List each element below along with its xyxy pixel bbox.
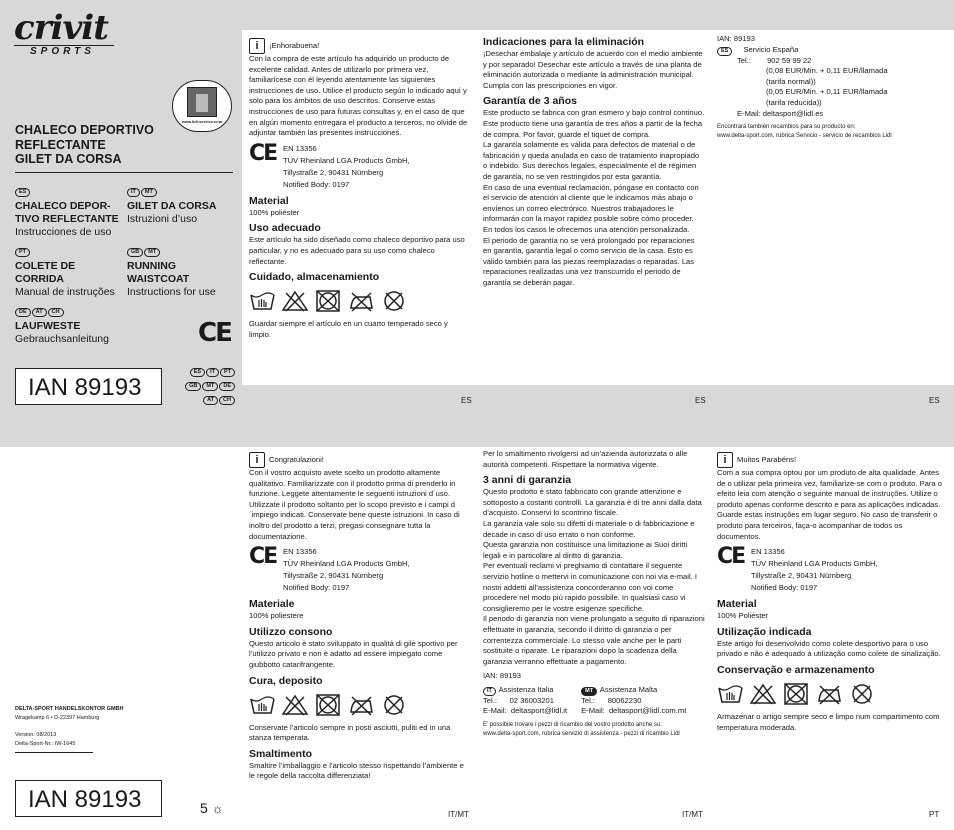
it-col-2: Per lo smaltimento rivolgersi ad un’azienda autorizzata o alle autorità competenti. Rispettare la normativa vigente. 3 anni di garanzia Questo prodotto è stato fabbricato con grande attenzione e sottoposto a costanti controlli. La garanzia è di tre anni dalla data d’acquisto. Conservi lo scontrino fiscale. La garanzia vale solo su difetti di materiale o di fabbricazione e decade in caso di uso errato o non conforme. Questa garanzia non costituisce una limitazione ai Suoi diritti legali e in particolare al diritto di garanzia. Per eventuali reclami vi preghiamo di contattare il seguente servizio hotline o mettervi in comunicazione con noi via e-mail. I nostri addetti all’assistenza concorderanno con voi come procedere nel modo più rapido possibile. In qualsiasi caso vi consiglieremo per le vostre esigenze specifiche. Il periodo di garanzia non viene prolungato a seguito di riparazioni effettuate in garanzia, secondo il diritto di garanzia o per correntezza commerciale. Lo stesso vale anche per le parti sostituite o riparate. Le riparazioni dopo la scadenza della garanzia verranno effettuate a pagamento. IAN: 89193 IT Assistenza Italia Tel.: 02 36003201 E-Mail: deltasport@lidl.it MT Assistenza Malta Tel.: 80062230 E-Mail: deltasport@lidl.com.mt E’ possibile trovare i pezzi di ricambio del vostro prodotto anche su: www.delta-sport.com, rubrica servizio di assistenza - pezzi di ricambio Lidl [483,449,705,738]
version: Version: 08/2013 [15,732,57,738]
top-band [242,0,954,30]
care-symbols [249,693,471,717]
service-url: www.lidl-service.com [181,119,223,124]
info-icon: i [249,452,265,468]
no-dry-clean-icon [381,289,408,313]
care-symbols [249,289,471,313]
pt-col-1: i Muitos Parabéns! Com a sua compra optou por um produto de alta qualidade. Antes de o utilizar pela primeira vez, familiarize-se com o produto. Para o efeito leia com atenção o seguinte manual de instruções. Utilize o produto apenas conforme descrito e para as aplicações indicadas. Guarde estas instruções em lugar seguro. No caso de transferir o produto para terceiros, faça-o acompanhar de todos os documentos. CE EN 13356 TÜV Rheinland LGA Products GmbH, Tillystraße 2, 90431 Nürnberg Notified Body: 0197 Material 100% Poliéster Utilização indicada Este artigo foi desenvolvido como colete desportivo para o uso privado e não é adequado à utilização como colete de sinalização. Conservação e armazenamento Armazenar o artigo sempre seco e limpo num compartimento com temperatura moderada. [717,454,942,732]
booklet-icon [187,87,217,117]
brand-logo [14,8,114,58]
info-icon: i [717,452,733,468]
footer-es-3: ES [929,396,940,405]
no-bleach-icon [750,682,777,706]
sun-icon: ☼ [211,801,224,816]
no-bleach-icon [282,693,309,717]
no-iron-icon [816,682,843,706]
lang-block-es: ES CHALECO DEPOR- TIVO REFLECTANTE Instrucciones de uso [15,189,119,238]
no-tumble-dry-icon [315,289,342,313]
ce-mark-icon: CE [249,140,277,166]
footer-pt: PT [929,810,940,819]
no-iron-icon [348,289,375,313]
company-address: Wragekamp 6 • D-22397 Hamburg [15,715,100,721]
es-col-1: i ¡Enhorabuena! Con la compra de este artículo ha adquirido un producto de excelente calidad. Antes de utilizarlo por primera vez, familiarícese con él leyendo atentamente las siguientes instrucciones de uso. Utilice el producto según lo indicado aquí y solo para los ámbitos de uso descritos. Conserve estas instrucciones de uso para futuras consultas y, en el caso de que en algún momento entregara el producto a terceros, no olvide de adjuntar también las presentes instrucciones. CE EN 13356 TÜV Rheinland LGA Products GmbH, Tillystraße 2, 90431 Nürnberg Notified Body: 0197 Material 100% poliéster Uso adecuado Este artículo ha sido diseñado como chaleco deportivo para uso particular, y no es adecuado para su uso como chaleco reflectante. Cuidado, almacenamiento Guardar siempre el artículo en un cuarto temperado seco y limpio. [249,38,471,340]
es-col-3: IAN: 89193 ES Servicio España Tel.: 902 59 99 22 (0,08 EUR/Min. + 0,11 EUR/llamada (tarifa normal)) (0,05 EUR/Min. + 0,11 EUR/llamada (tarifa reducida)) E-Mail: deltasport@lidl.es Encontrará también recambios para su producto en: www.delta-sport.com, rúbrica Servicio - servicio de recambios Lidl [717,34,892,140]
hand-wash-icon [249,289,276,313]
lang-block-de: DE AT CH LAUFWESTE Gebrauchsanleitung [15,309,109,345]
it-col-1: i Congratulazioni! Con il vostro acquisto avete scelto un prodotto altamente qualitativo. Familiarizzate con il prodotto prima di prenderlo in funzione. Leggete attentamente le seguenti istruzioni d´uso. Utilizzate il prodotto soltanto per lo scopo previsto e i campi d´impiego indicati. Conservate bene queste istruzioni. In caso di inoltro del prodotto a terzi, pregasi consegnare tutta la documentazione. CE EN 13356 TÜV Rheinland LGA Products GmbH, Tillystraße 2, 90431 Nürnberg Notified Body: 0197 Materiale 100% poliestere Utilizzo consono Questo articolo è stato sviluppato in qualità di gilè sportivo per l’utilizzo privato e non è adatto ad essere impiegato come giubbotto catarifrangente. Cura, deposito Conservate l’articolo sempre in posti asciutti, puliti ed in una stanza temperata. Smaltimento Smaltire l’imballaggio e l’articolo stesso rispettando l’ambiente e le regole della raccolta differenziata! [249,452,471,782]
country-codes: ES IT PT GB MT DE AT CH [176,363,236,405]
no-dry-clean-icon [849,682,876,706]
back-ian-box: IAN 89193 [15,780,162,817]
pt-cert: CE EN 13356 TÜV Rheinland LGA Products GmbH, Tillystraße 2, 90431 Nürnberg Notified Body: 0197 [717,544,878,593]
es-col-2: Indicaciones para la eliminación ¡Desechar embalaje y artículo de acuerdo con el medio ambiente y por separado! Desechar este artículo a través de una planta de eliminación autorizada o mediante la administración municipal. Cumpla con las prescripciones en vigor. Garantía de 3 años Este producto se fabrica con gran esmero y bajo control continuo. Este producto tiene una garantía de tres años a partir de la fecha de compra. Por favor, guarde el tiquet de compra. La garantía solamente es válida para defectos de material o de fabricación y queda anulada en caso de tratamiento inapropiado o indebido. Sus derechos legales, especialmente el de régimen de garantía, no se ven restringidos por esta garantía. En caso de una eventual reclamación, póngase en contacto con el servicio de atención al cliente que le indicamos más abajo o envíenos un correo electrónico. Nuestros trabajadores le informarán con la mayor rapidez posible sobre cómo proceder. En todos los casos le ofrecemos una atención personalizada. El periodo de garantía no se verá prolongado por reparaciones en garantía, garantía legal o como servicio de la casa. Esto es válido también para las piezas reemplazadas o reparadas. Las reparaciones realizadas una vez transcurrido el periodo de garantía se deberán pagar. [483,36,705,287]
no-dry-clean-icon [381,693,408,717]
hand-wash-icon [717,682,744,706]
ce-mark-icon: CE [198,318,231,348]
es-intro: Con la compra de este artículo ha adquirido un producto de excelente calidad. Antes de utilizarlo por primera vez, familiarícese con él leyendo atentamente las siguientes instrucciones de uso. Utilice el producto según lo indicado aquí y solo para los ámbitos de uso descritos. Conserve estas instrucciones de uso para futuras consultas y, en el caso de que en algún momento entregara el producto a terceros, no olvide de adjuntar también las presentes instrucciones. [249,54,468,138]
delta-nr: Delta-Sport-Nr.: IW-1645 [15,741,76,747]
cover-panel [0,0,242,415]
brand-sub: SPORTS [14,45,114,58]
es-cert: CE EN 13356 TÜV Rheinland LGA Products GmbH, Tillystraße 2, 90431 Nürnberg Notified Body: 0197 [249,140,410,189]
lang-badge: ES [15,188,30,197]
middle-band [242,385,954,447]
lang-block-gb: GB MT RUNNING WAISTCOAT Instructions for use [127,249,216,298]
product-image [172,80,232,132]
no-iron-icon [348,693,375,717]
it-cert: CE EN 13356 TÜV Rheinland LGA Products GmbH, Tillystraße 2, 90431 Nürnberg Notified Body: 0197 [249,544,410,593]
ce-mark-icon: CE [717,544,745,570]
no-tumble-dry-icon [315,693,342,717]
back-panel [15,705,215,749]
ce-mark-icon: CE [249,544,277,570]
lang-block-pt: PT COLETE DE CORRIDA Manual de instruções [15,249,115,298]
footer-it-1: IT/MT [448,810,469,819]
cover-title: CHALECO DEPORTIVO REFLECTANTE GILET DA CORSA [15,123,154,166]
no-tumble-dry-icon [783,682,810,706]
brand-name: crivit [14,8,108,48]
care-symbols [717,682,942,706]
cover-ian-box: IAN 89193 [15,368,162,405]
cover-divider [15,172,233,173]
footer-it-2: IT/MT [682,810,703,819]
lang-block-it: IT MT GILET DA CORSA Istruzioni d’uso [127,189,217,225]
page-number: 5 ☼ [200,800,224,816]
back-underline [15,752,93,753]
hand-wash-icon [249,693,276,717]
footer-es-2: ES [695,396,706,405]
company-name: DELTA-SPORT HANDELSKONTOR GMBH [15,706,124,712]
info-icon: i [249,38,265,54]
footer-es-1: ES [461,396,472,405]
middle-band-left [0,415,242,447]
no-bleach-icon [282,289,309,313]
